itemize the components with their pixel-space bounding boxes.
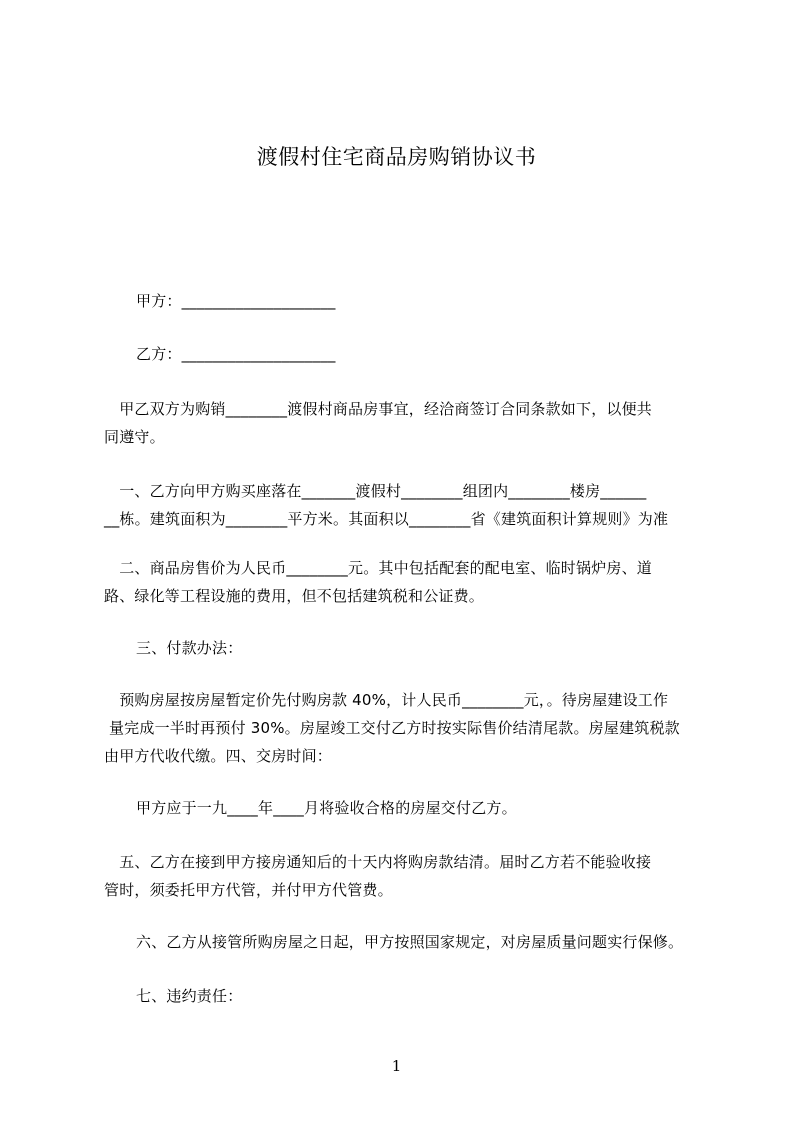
clause-3-heading: 三、付款办法：: [136, 639, 243, 657]
party-a-line: 甲方：____________________: [136, 292, 336, 310]
page-number: 1: [391, 1057, 402, 1075]
clause-3-line-2: 量完成一半时再预付 30%。房屋竣工交付乙方时按实际售价结清尾款。房屋建筑税款: [104, 719, 680, 737]
clause-5-line-1: 五、乙方在接到甲方接房通知后的十天内将购房款结清。届时乙方若不能验收接: [104, 853, 652, 871]
clause-3-line-1: 预购房屋按房屋暂定价先付购房款 40%，计人民币________元，。待房屋建设工作: [104, 691, 669, 709]
clause-3-line-3: 由甲方代收代缴。四、交房时间：: [104, 747, 333, 765]
clause-2-line-1: 二、商品房售价为人民币________元。其中包括配套的配电室、临时锅炉房、道: [104, 559, 653, 577]
clause-5-line-2: 管时，须委托甲方代管，并付甲方代管费。: [104, 881, 393, 899]
document-title: 渡假村住宅商品房购销协议书: [256, 145, 537, 169]
clause-4-line: 甲方应于一九____年____月将验收合格的房屋交付乙方。: [136, 799, 517, 817]
clause-6-line: 六、乙方从接管所购房屋之日起，甲方按照国家规定，对房屋质量问题实行保修。: [136, 933, 684, 951]
preamble-line-1: 甲乙双方为购销________渡假村商品房事宜，经洽商签订合同条款如下，以便共: [104, 400, 653, 418]
preamble-line-2: 同遵守。: [104, 428, 165, 446]
party-b-line: 乙方：____________________: [136, 345, 336, 363]
clause-2-line-2: 路、绿化等工程设施的费用，但不包括建筑税和公证费。: [104, 587, 485, 605]
clause-1-line-2: __栋。建筑面积为________平方米。其面积以________省《建筑面积计算规则》为准: [104, 510, 669, 528]
clause-7-heading: 七、违约责任：: [136, 987, 243, 1005]
clause-1-line-1: 一、乙方向甲方购买座落在_______渡假村________组团内________楼房______: [104, 482, 647, 500]
